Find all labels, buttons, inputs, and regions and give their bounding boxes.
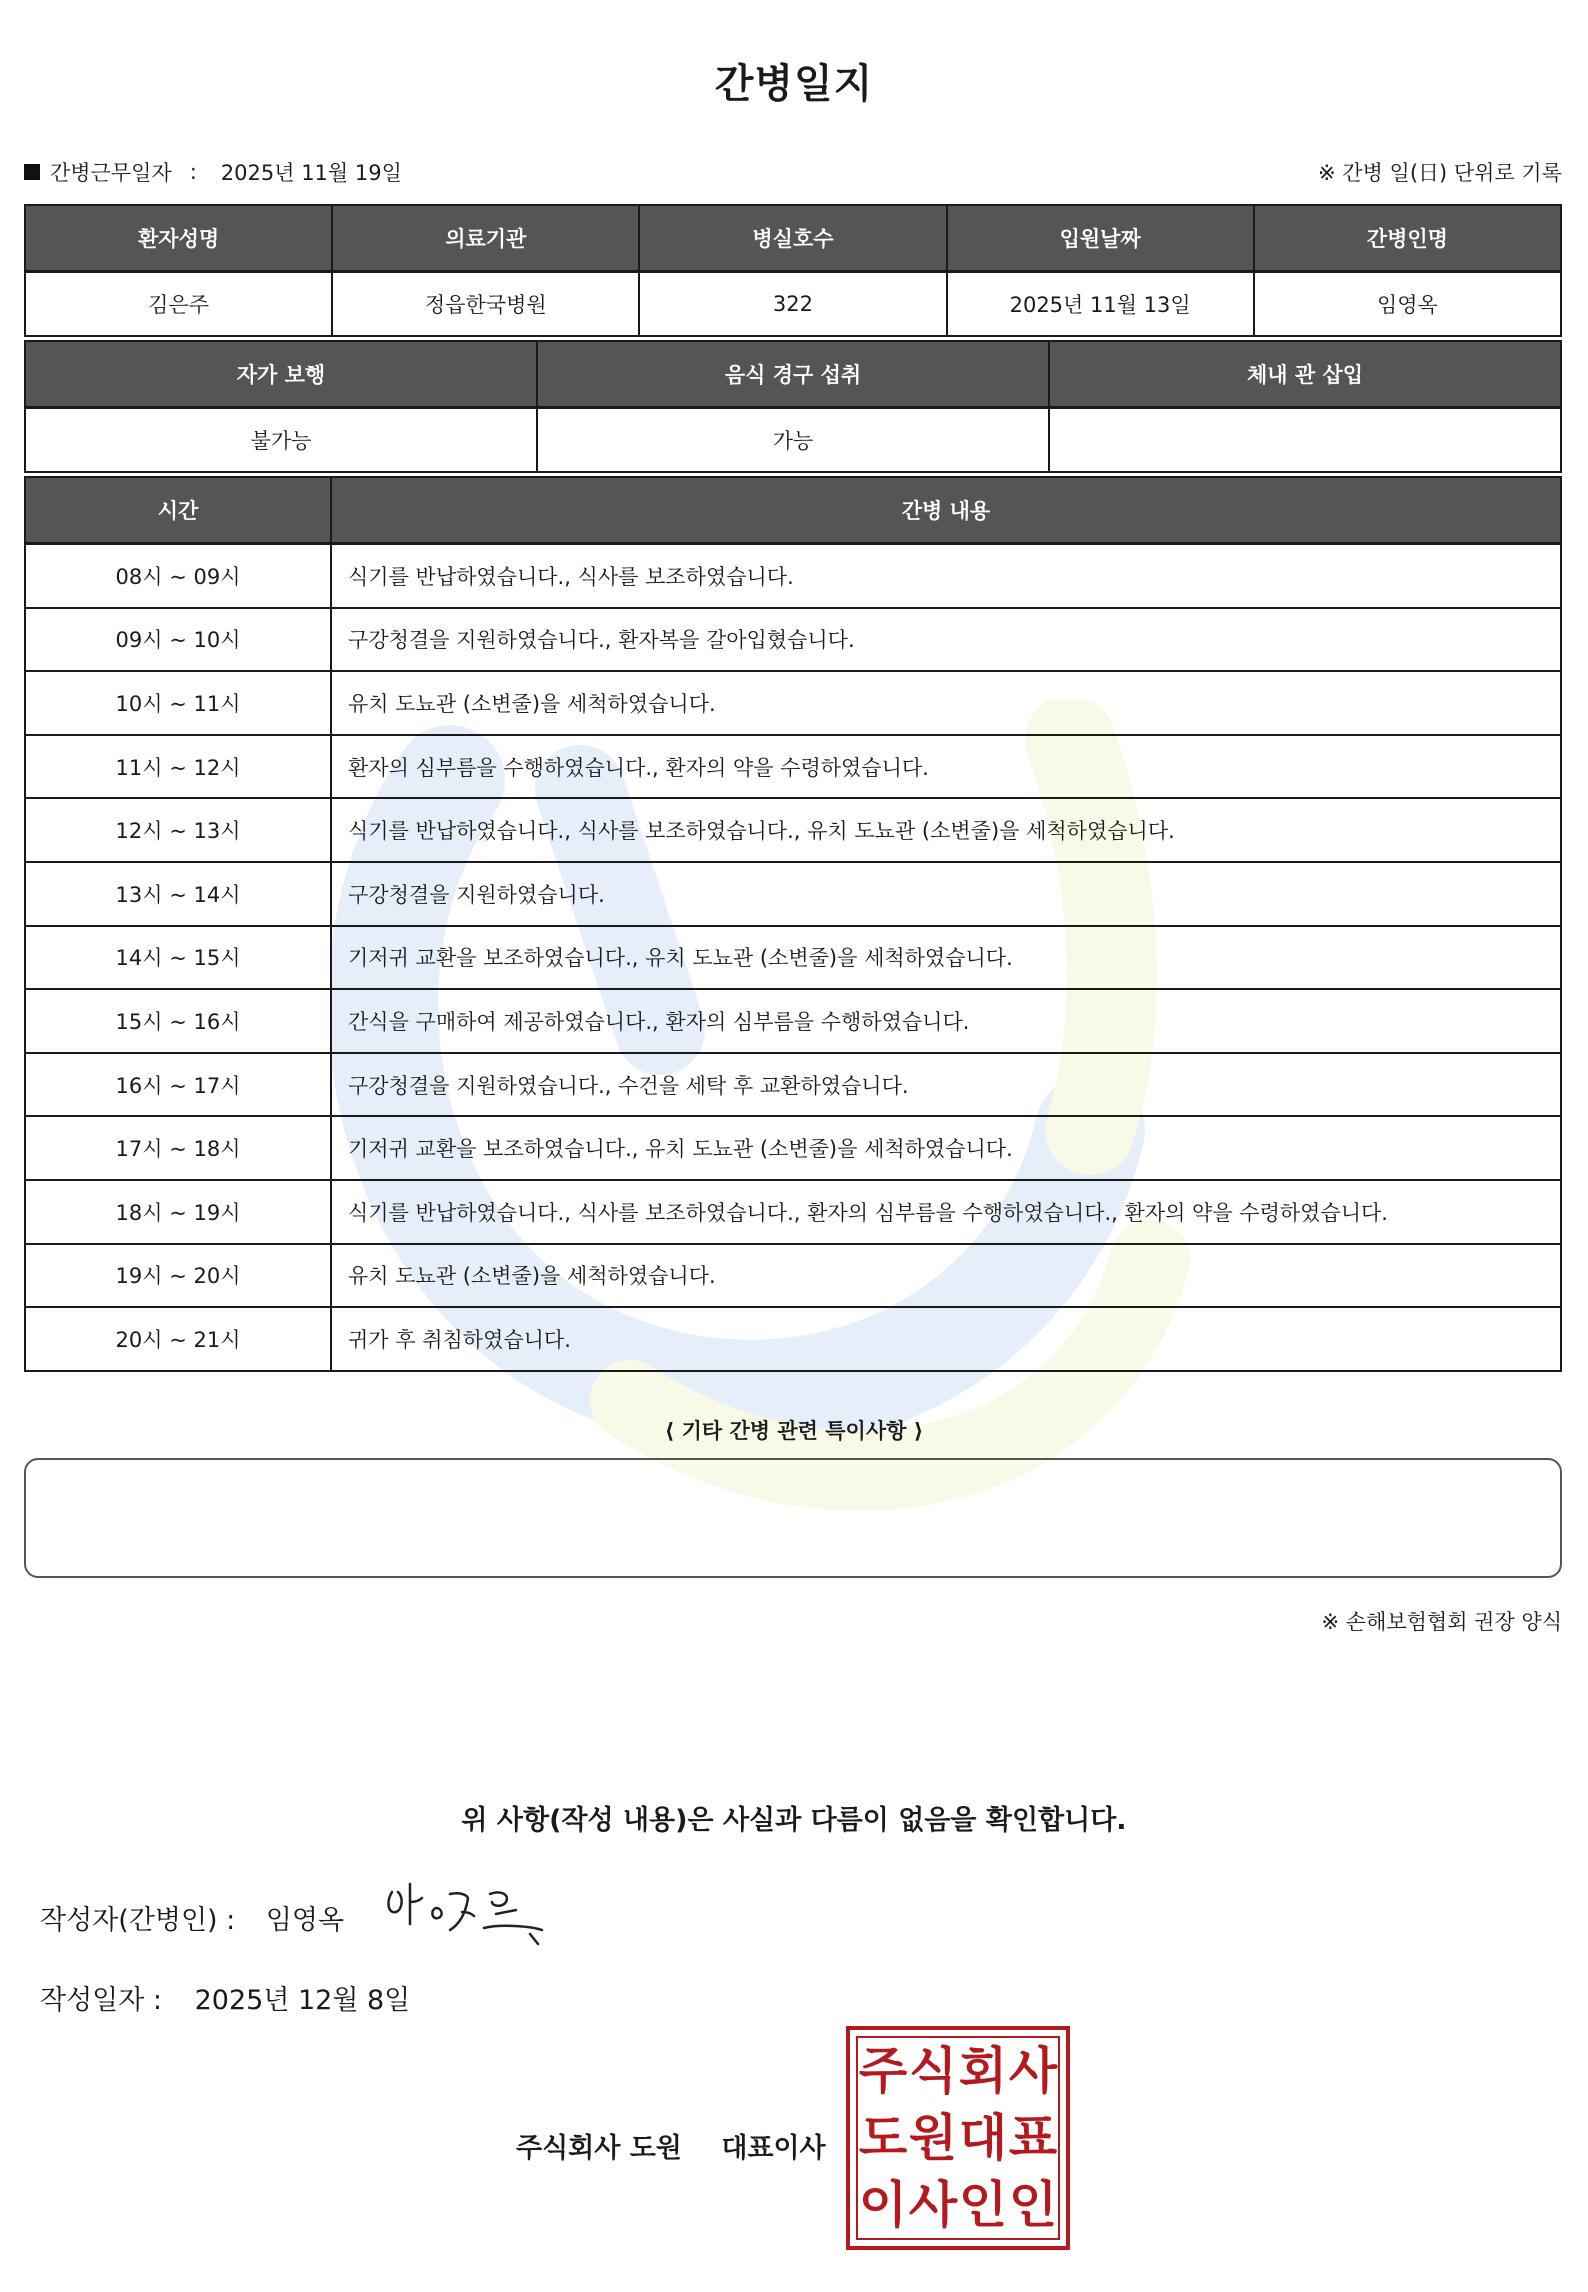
- time-cell: 15시 ~ 16시: [25, 989, 331, 1053]
- company-seal-stamp: [846, 2026, 1070, 2250]
- seal-glyph: 식: [908, 2042, 958, 2101]
- handwritten-signature: [380, 1872, 560, 1952]
- hospital-name: 정읍한국병원: [332, 272, 639, 337]
- care-content-cell: 식기를 반납하였습니다., 식사를 보조하였습니다., 환자의 심부름을 수행하였습니다., 환자의 약을 수령하였습니다.: [331, 1180, 1561, 1244]
- care-content-cell: 유치 도뇨관 (소변줄)을 세척하였습니다.: [331, 1244, 1561, 1308]
- patient-name: 김은주: [25, 272, 332, 337]
- document-title: 간병일지: [714, 61, 874, 107]
- care-content-cell: 유치 도뇨관 (소변줄)을 세척하였습니다.: [331, 671, 1561, 735]
- seal-glyph: 표: [1008, 2108, 1058, 2167]
- header-room-number: 병실호수: [639, 205, 946, 272]
- table-row: [25, 989, 1561, 1053]
- care-content-cell: 간식을 구매하여 제공하였습니다., 환자의 심부름을 수행하였습니다.: [331, 989, 1561, 1053]
- header-patient-name: 환자성명: [25, 205, 332, 272]
- table-row: [25, 735, 1561, 799]
- care-content-cell: 구강청결을 지원하였습니다., 환자복을 갈아입혔습니다.: [331, 608, 1561, 672]
- writer-label: 작성자(간병인) :: [40, 1905, 236, 1936]
- care-content-cell: 기저귀 교환을 보조하였습니다., 유치 도뇨관 (소변줄)을 세척하였습니다.: [331, 1116, 1561, 1180]
- representative-title: 대표이사: [721, 2133, 826, 2164]
- table-row: [25, 608, 1561, 672]
- caregiver-name: 임영옥: [1254, 272, 1561, 337]
- header-self-walking: 자가 보행: [25, 341, 537, 408]
- header-tube-insertion: 체내 관 삽입: [1049, 341, 1561, 408]
- admission-date: 2025년 11월 13일: [947, 272, 1254, 337]
- seal-glyph: 회: [958, 2042, 1008, 2101]
- seal-glyph: 도: [858, 2108, 908, 2167]
- confirmation-statement: 위 사항(작성 내용)은 사실과 다름이 없음을 확인합니다.: [461, 1805, 1127, 1836]
- care-content-cell: 식기를 반납하였습니다., 식사를 보조하였습니다., 유치 도뇨관 (소변줄)을 세척하였습니다.: [331, 798, 1561, 862]
- table-row: [25, 1307, 1561, 1371]
- care-log-table: [24, 476, 1562, 1372]
- patient-info-table: [24, 204, 1562, 337]
- work-date-line: [24, 157, 402, 187]
- time-cell: 20시 ~ 21시: [25, 1307, 331, 1371]
- work-date-label: 간병근무일자: [50, 161, 172, 185]
- tube-insertion-value: [1049, 408, 1561, 473]
- written-date-line: [40, 1978, 410, 2017]
- oral-intake-value: 가능: [537, 408, 1049, 473]
- header-care-content: 간병 내용: [331, 477, 1561, 544]
- header-time: 시간: [25, 477, 331, 544]
- time-cell: 14시 ~ 15시: [25, 926, 331, 990]
- company-line: [516, 2126, 826, 2165]
- care-content-cell: 식기를 반납하였습니다., 식사를 보조하였습니다.: [331, 544, 1561, 608]
- self-walking-value: 불가능: [25, 408, 537, 473]
- care-content-cell: 구강청결을 지원하였습니다.: [331, 862, 1561, 926]
- seal-glyph: 대: [958, 2108, 1008, 2167]
- time-cell: 10시 ~ 11시: [25, 671, 331, 735]
- time-cell: 08시 ~ 09시: [25, 544, 331, 608]
- table-row: [25, 1116, 1561, 1180]
- time-cell: 11시 ~ 12시: [25, 735, 331, 799]
- time-cell: 19시 ~ 20시: [25, 1244, 331, 1308]
- seal-glyph: 인: [1008, 2175, 1058, 2234]
- care-content-cell: 기저귀 교환을 보조하였습니다., 유치 도뇨관 (소변줄)을 세척하였습니다.: [331, 926, 1561, 990]
- writer-name: 임영옥: [265, 1905, 345, 1936]
- time-cell: 12시 ~ 13시: [25, 798, 331, 862]
- time-cell: 16시 ~ 17시: [25, 1053, 331, 1117]
- time-cell: 09시 ~ 10시: [25, 608, 331, 672]
- patient-status-table: [24, 340, 1562, 473]
- square-bullet-icon: [24, 164, 40, 180]
- special-notes-box: [24, 1458, 1562, 1578]
- table-row: [25, 1244, 1561, 1308]
- writer-line: [40, 1898, 344, 1937]
- table-row: [25, 671, 1561, 735]
- special-notes-title: ⟨ 기타 간병 관련 특이사항 ⟩: [664, 1419, 924, 1443]
- work-date-separator: :: [189, 160, 197, 184]
- table-row: [25, 544, 1561, 608]
- work-date-value: 2025년 11월 19일: [220, 161, 402, 185]
- seal-glyph: 인: [958, 2175, 1008, 2234]
- care-content-cell: 환자의 심부름을 수행하였습니다., 환자의 약을 수령하였습니다.: [331, 735, 1561, 799]
- header-admission-date: 입원날짜: [947, 205, 1254, 272]
- time-cell: 18시 ~ 19시: [25, 1180, 331, 1244]
- table-row: [25, 1180, 1561, 1244]
- company-name: 주식회사 도원: [516, 2133, 682, 2164]
- header-oral-intake: 음식 경구 섭취: [537, 341, 1049, 408]
- seal-glyph: 사: [908, 2175, 958, 2234]
- table-row: [25, 798, 1561, 862]
- care-content-cell: 구강청결을 지원하였습니다., 수건을 세탁 후 교환하였습니다.: [331, 1053, 1561, 1117]
- form-source-note: ※ 손해보험협회 권장 양식: [1321, 1610, 1562, 1634]
- time-cell: 17시 ~ 18시: [25, 1116, 331, 1180]
- care-content-cell: 귀가 후 취침하였습니다.: [331, 1307, 1561, 1371]
- header-caregiver-name: 간병인명: [1254, 205, 1561, 272]
- seal-glyph: 이: [858, 2175, 908, 2234]
- seal-glyph: 주: [858, 2042, 908, 2101]
- written-date-value: 2025년 12월 8일: [194, 1985, 411, 2016]
- seal-glyph: 사: [1008, 2042, 1058, 2101]
- seal-glyph: 원: [908, 2108, 958, 2167]
- written-date-label: 작성일자 :: [40, 1985, 163, 2016]
- header-hospital: 의료기관: [332, 205, 639, 272]
- table-row: [25, 862, 1561, 926]
- unit-note: ※ 간병 일(日) 단위로 기록: [1318, 161, 1562, 185]
- time-cell: 13시 ~ 14시: [25, 862, 331, 926]
- table-row: [25, 926, 1561, 990]
- room-number: 322: [639, 272, 946, 337]
- table-row: [25, 1053, 1561, 1117]
